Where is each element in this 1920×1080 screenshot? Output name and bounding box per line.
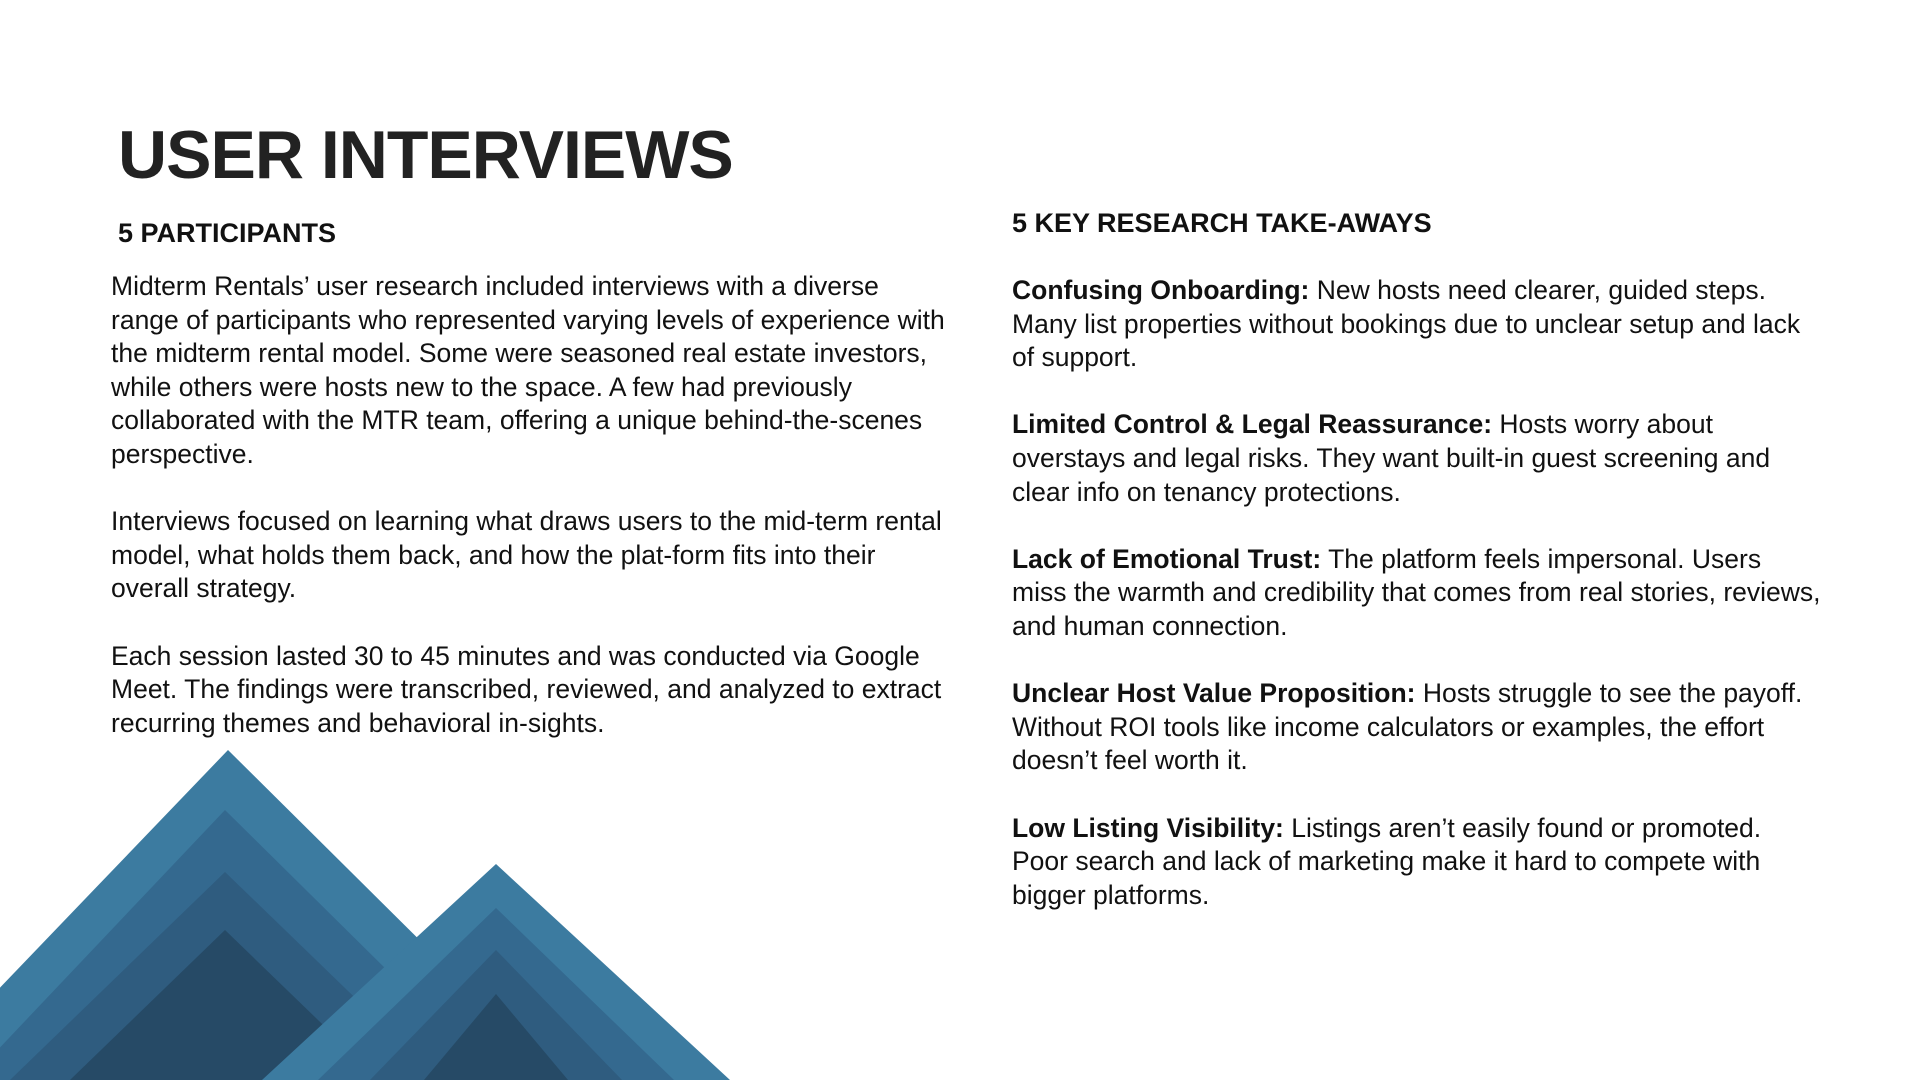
takeaway-title: Unclear Host Value Proposition: [1012,678,1416,709]
takeaway-title: Low Listing Visibility: [1012,812,1284,843]
takeaway-title: Confusing Onboarding: [1012,275,1310,305]
takeaway-text: Listings aren’t easily found or promoted. Poor search and lack of marketing make it hard to compete with bigger platforms. [1012,812,1762,910]
takeaway-title: Limited Control & Legal Reassurance: [1012,409,1493,440]
participants-paragraph-3: Each session lasted 30 to 45 minutes and was conducted via Google Meet. The findings were transcribed, reviewed, and analyzed to extract recurring themes and behavioral in-sights. [111,640,942,738]
participants-description [111,270,951,774]
participants-paragraph-1: Midterm Rentals’ user research included interviews with a diverse range of participants who represented varying levels of experience with the midterm rental model. Some were seasoned real estate investors, while others were hosts new to the space. A few had previously collaborated with the MTR team, offering a unique behind-the-scenes perspective. [111,271,945,469]
takeaway-item [1012,543,1822,644]
takeaway-item [1012,812,1822,913]
participants-heading: 5 PARTICIPANTS [118,218,337,248]
takeaway-item [1012,408,1822,509]
takeaways-list [1012,274,1822,946]
takeaway-text: Hosts struggle to see the payoff. Without ROI tools like income calculators or examples, the effort doesn’t feel worth it. [1012,678,1803,776]
mountain-graphic [0,740,740,1080]
takeaway-text: The platform feels impersonal. Users miss the warmth and credibility that comes from real stories, reviews, and human connection. [1012,543,1821,641]
takeaway-title: Lack of Emotional Trust: [1012,543,1322,574]
participants-paragraph-2: Interviews focused on learning what draws users to the mid-term rental model, what holds them back, and how the plat-form fits into their overall strategy. [111,506,942,604]
takeaway-item [1012,274,1822,375]
page-title: USER INTERVIEWS [118,117,733,193]
takeaway-text: New hosts need clearer, guided steps. Many list properties without bookings due to unclear setup and lack of support. [1012,275,1801,373]
takeaway-item [1012,677,1822,778]
takeaways-heading: 5 KEY RESEARCH TAKE-AWAYS [1012,208,1432,238]
takeaway-text: Hosts worry about overstays and legal risks. They want built-in guest screening and clear info on tenancy protections. [1012,409,1771,507]
